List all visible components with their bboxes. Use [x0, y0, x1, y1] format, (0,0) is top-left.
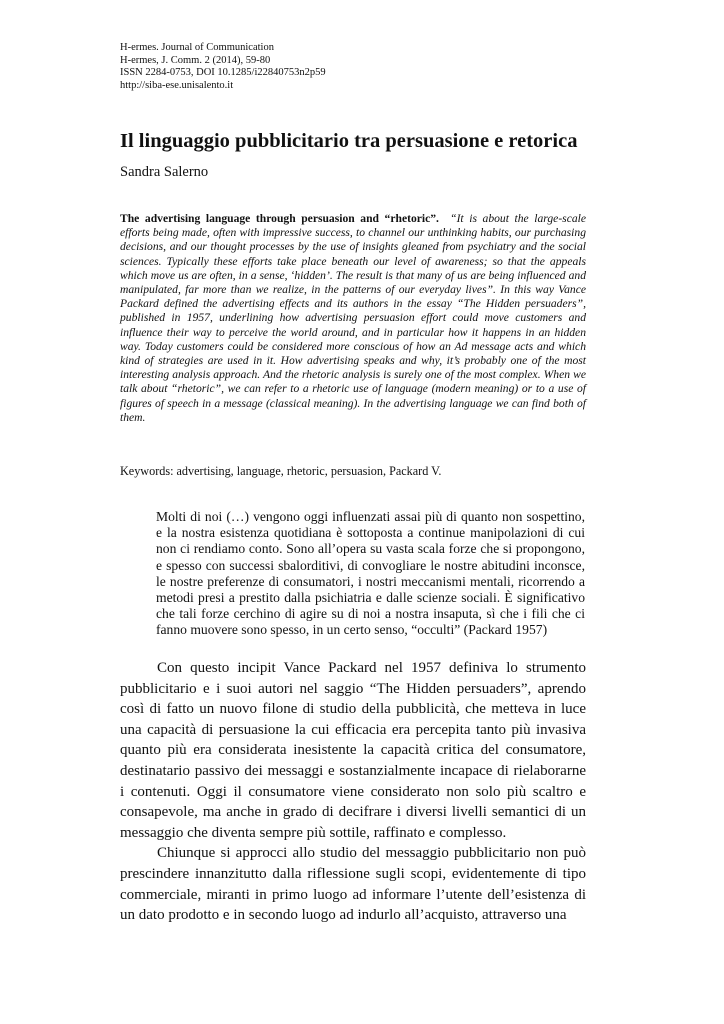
article-title: Il linguaggio pubblicitario tra persuasione e retorica: [120, 130, 578, 152]
journal-header: [120, 42, 326, 92]
journal-name: H-ermes. Journal of Communication: [120, 42, 274, 53]
block-quote: Molti di noi (…) vengono oggi influenzati assai più di quanto non sospettino, e la nostra esistenza quotidiana è sottoposta a continue manipolazioni di cui non ci rendiamo conto. Sono all’opera su vasta scala forze che si propongono, e spesso con successi sbalorditivi, di convogliare le nostre abitudini inconsce, le nostre preferenze di consumatori, i nostri meccanismi mentali, ricorrendo a metodi presi a prestito dalla psichiatria e dalle scienze sociali. È significativo che tali forze cerchino di agire su di noi a nostra insaputa, sì che i fili che ci fanno muovere sono spesso, in un certo senso, “occulti” (Packard 1957): [156, 509, 585, 638]
article-author: Sandra Salerno: [120, 164, 209, 180]
body-paragraph: Chiunque si approcci allo studio del messaggio pubblicitario non può prescindere innanzitutto dalla riflessione sugli scopi, evidentemente di tipo commerciale, miranti in primo luogo ad informare l’utente dell’esistenza di un dato prodotto e in secondo luogo ad indurlo all’acquisto, attraverso una: [120, 845, 586, 924]
keywords: Keywords: advertising, language, rhetoric, persuasion, Packard V.: [120, 464, 442, 478]
abstract-text: “It is about the large-scale efforts being made, often with impressive success, to channel our unthinking habits, our purchasing decisions, and our thought processes by the use of insights gleaned from psychiatry and the social sciences. Typically these efforts take place beneath our level of awareness; so that the appeals which move us are often, in a sense, ‘hidden’. The result is that many of us are being influenced and manipulated, far more than we realize, in the patterns of our everyday lives”. In this way Vance Packard defined the advertising effects and its authors in the essay “The Hidden persuaders”, published in 1957, underlining how advertising persuasion effort could move customers and influence their way to perceive the world around, and in particular how it happens in an hidden way. Today customers could be considered more conscious of how an Ad message acts and which kind of strategies are used in it. How advertising speaks and why, it’s probably one of the most interesting analysis approach. And the rhetoric analysis is surely one of the most complex. When we talk about “rhetoric”, we can refer to a rhetoric use of language (modern meaning) or to a use of figures of speech in a message (classical meaning). In the advertising language we can find both of them.: [120, 212, 587, 424]
abstract: [120, 212, 586, 425]
abstract-title: The advertising language through persuasion and “rhetoric”.: [120, 212, 439, 225]
journal-url: http://siba-ese.unisalento.it: [120, 79, 234, 91]
article-body: [120, 658, 586, 926]
journal-issn-doi: ISSN 2284-0753, DOI 10.1285/i22840753n2p59: [120, 67, 326, 78]
body-paragraph: Con questo incipit Vance Packard nel 1957 definiva lo strumento pubblicitario e i suoi autori nel saggio “The Hidden persuaders”, aprendo così di fatto un nuovo filone di studio della pubblicità, che metteva in luce una capacità di persuasione la cui efficacia era percepita tanto più invasiva quanto più era considerata inesistente la capacità critica del consumatore, destinatario passivo dei messaggi e sostanzialmente incapace di rielaborarne i contenuti. Oggi il consumatore viene considerato non solo più scaltro e consapevole, ma anche in grado di decifrare i diversi livelli semantici di un messaggio che diventa sempre più sottile, raffinato e complesso.: [120, 660, 586, 841]
journal-citation: H-ermes, J. Comm. 2 (2014), 59-80: [120, 54, 271, 66]
